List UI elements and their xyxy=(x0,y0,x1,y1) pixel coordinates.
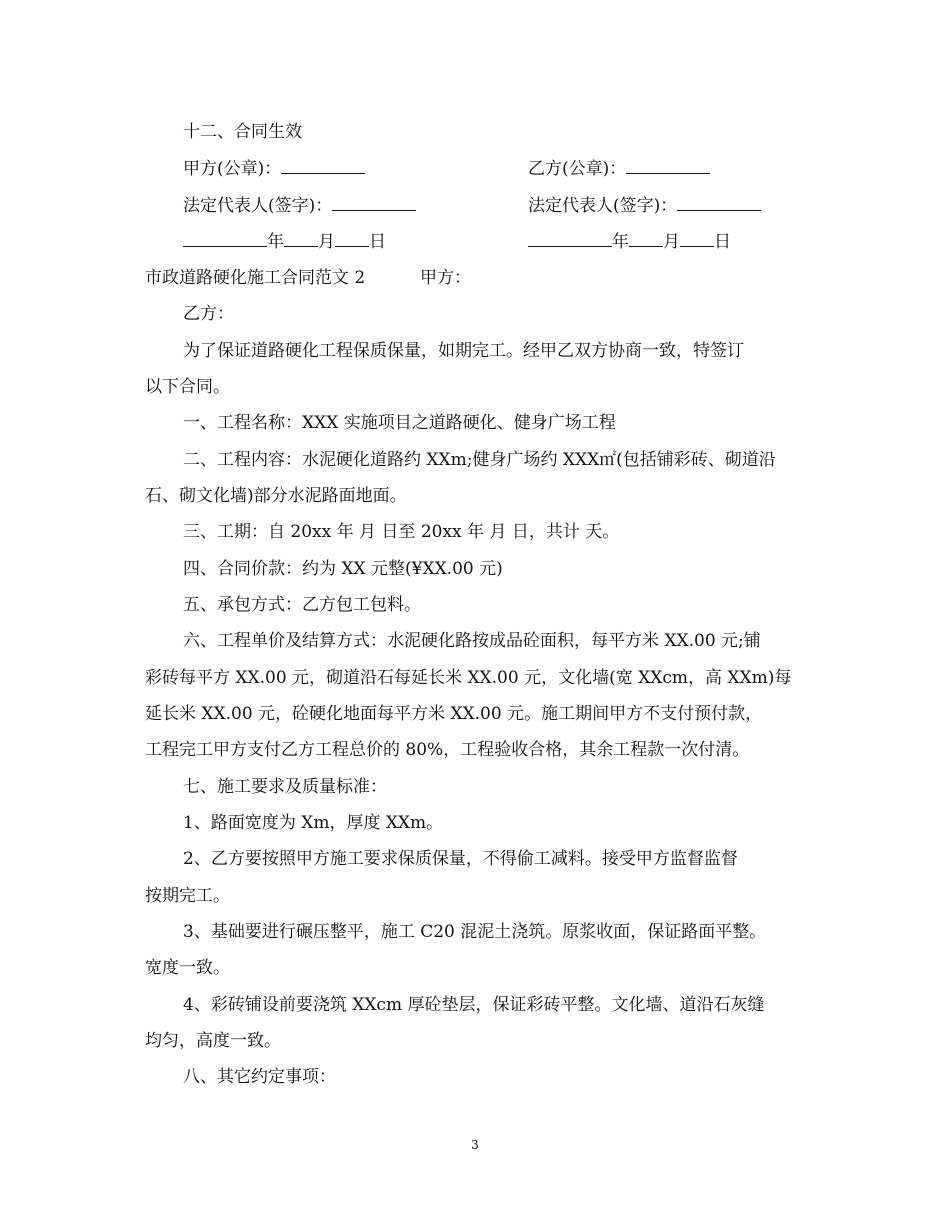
legal-rep-a-label: 法定代表人(签字)： xyxy=(183,196,333,216)
requirement-item: 2、乙方要按照甲方施工要求保质保量，不得偷工减料。接受甲方监督监督 xyxy=(183,849,738,869)
section-heading: 十二、合同生效 xyxy=(183,122,302,142)
paragraph-line: 石、砌文化墙)部分水泥路面地面。 xyxy=(145,486,407,506)
clause-item: 七、施工要求及质量标准： xyxy=(183,777,387,797)
legal-rep-b-line xyxy=(528,194,761,217)
year-label: 年 xyxy=(612,232,629,252)
paragraph-line: 工程完工甲方支付乙方工程总价的 80%，工程验收合格，其余工程款一次付清。 xyxy=(145,740,750,760)
month-blank xyxy=(629,230,663,247)
date-line-a xyxy=(183,230,386,253)
page-number: 3 xyxy=(471,1138,479,1152)
paragraph-line: 彩砖每平方 XX.00 元，砌道沿石每延长米 XX.00 元，文化墙(宽 XXcm，高 XXm)每 xyxy=(145,668,792,688)
party-a-label: 甲方： xyxy=(420,268,471,288)
party-a-seal-label: 甲方(公章)： xyxy=(183,159,282,179)
signature-blank xyxy=(332,194,416,211)
signature-blank xyxy=(677,194,761,211)
party-b-label: 乙方： xyxy=(183,304,234,324)
date-line-b xyxy=(528,230,731,253)
clause-item: 六、工程单价及结算方式：水泥硬化路按成品砼面积，每平方米 XX.00 元;铺 xyxy=(183,631,761,651)
month-blank xyxy=(284,230,318,247)
party-b-seal-line xyxy=(528,157,710,180)
contract-title: 市政道路硬化施工合同范文 2 xyxy=(145,268,366,288)
clause-item: 五、承包方式：乙方包工包料。 xyxy=(183,595,421,615)
clause-item: 三、工期：自 20xx 年 月 日至 20xx 年 月 日，共计 天。 xyxy=(183,522,620,542)
paragraph-line: 以下合同。 xyxy=(145,377,230,397)
requirement-item: 3、基础要进行碾压整平，施工 C20 混泥土浇筑。原浆收面，保证路面平整。 xyxy=(183,922,767,942)
day-label: 日 xyxy=(714,232,731,252)
legal-rep-a-line xyxy=(183,194,416,217)
clause-item: 一、工程名称：XXX 实施项目之道路硬化、健身广场工程 xyxy=(183,413,616,433)
month-label: 月 xyxy=(318,232,335,252)
paragraph-line: 延长米 XX.00 元，砼硬化地面每平方米 XX.00 元。施工期间甲方不支付预付款， xyxy=(145,704,763,724)
signature-blank xyxy=(281,157,365,174)
day-label: 日 xyxy=(369,232,386,252)
day-blank xyxy=(680,230,714,247)
party-b-seal-label: 乙方(公章)： xyxy=(528,159,627,179)
year-blank xyxy=(528,230,612,247)
day-blank xyxy=(335,230,369,247)
clause-item: 四、合同价款：约为 XX 元整(¥XX.00 元) xyxy=(183,559,503,579)
year-blank xyxy=(183,230,267,247)
clause-item: 二、工程内容：水泥硬化道路约 XXm;健身广场约 XXX㎡(包括铺彩砖、砌道沿 xyxy=(183,450,776,470)
paragraph-line: 为了保证道路硬化工程保质保量，如期完工。经甲乙双方协商一致，特签订 xyxy=(183,341,744,361)
clause-item: 八、其它约定事项： xyxy=(183,1067,336,1087)
requirement-item: 4、彩砖铺设前要浇筑 XXcm 厚砼垫层，保证彩砖平整。文化墙、道沿石灰缝 xyxy=(183,995,765,1015)
party-a-seal-line xyxy=(183,157,365,180)
paragraph-line: 宽度一致。 xyxy=(145,958,230,978)
requirement-item: 1、路面宽度为 Xm，厚度 XXm。 xyxy=(183,813,444,833)
paragraph-line: 均匀，高度一致。 xyxy=(145,1031,281,1051)
legal-rep-b-label: 法定代表人(签字)： xyxy=(528,196,678,216)
signature-blank xyxy=(626,157,710,174)
month-label: 月 xyxy=(663,232,680,252)
paragraph-line: 按期完工。 xyxy=(145,886,230,906)
year-label: 年 xyxy=(267,232,284,252)
